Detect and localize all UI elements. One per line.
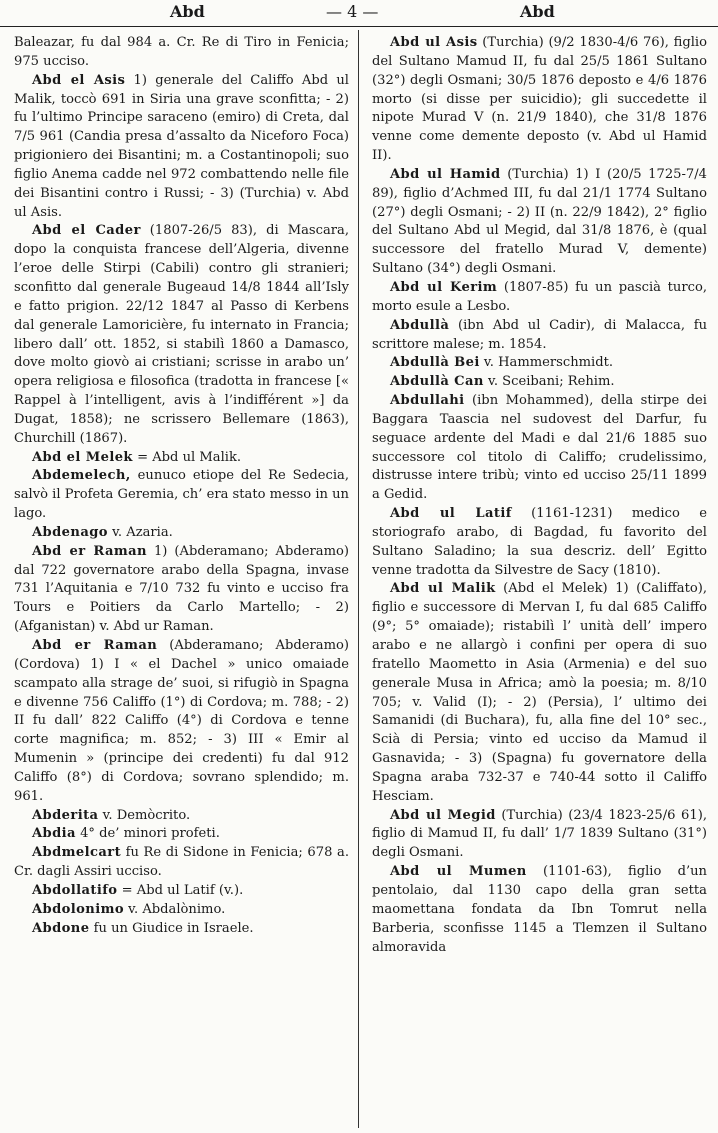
dictionary-entry <box>14 920 349 939</box>
entry-text: (ibn Abd ul Cadir), di Malacca, fu scrittore malese; m. 1854. <box>372 317 707 352</box>
dictionary-entry <box>372 166 707 279</box>
entry-text: (Turchia) (9/2 1830-4/6 76), figlio del Sultano Mamud II, fu dal 25/5 1861 Sultano (32°) degli Osmani; 30/5 1876 deposto e 4/6 1876 morto (si disse per suicidio); gli succedette il nipote Murad V (n. 21/9 1840), che 31/8 1876 venne come demente deposto (v. Abd ul Hamid II). <box>372 35 708 164</box>
entry-headword: Abdullahi <box>390 393 465 409</box>
entry-headword: Abdullà Bei <box>390 355 480 371</box>
dictionary-entry <box>14 222 349 448</box>
entry-text: v. Hammerschmidt. <box>479 355 614 371</box>
entry-headword: Abd ul Mumen <box>390 864 527 880</box>
entry-headword: Abdmelcart <box>32 845 122 861</box>
entry-headword: Abd ul Latif <box>390 506 512 522</box>
dictionary-entry <box>14 34 349 72</box>
entry-text: v. Abdalònimo. <box>124 901 226 917</box>
page-number: — 4 — <box>326 2 379 21</box>
entry-text: = Abd ul Malik. <box>132 449 242 465</box>
entry-text: (Abd el Melek) 1) (Califfato), figlio e successore di Mervan I, fu dal 685 Califfo (9°; 5° omaiade); ristabilì l’ unità dell’ impero arabo e ne allargò i confini per opera di suo fratello Maometto in Asia (Armenia) e del suo generale Musa in Africa; amò la poesia; m. 8/10 705; v. Valid (I); - 2) (Persia), l’ ultimo dei Samanidi (di Buchara), fu, alla fine del 10° sec., Scià di Persia; vinto ed ucciso da Mamud il Gasnavida; - 3) (Spagna) fu governatore della Spagna araba 732-37 e 740-44 sotto il Califfo Hesciam. <box>372 581 707 804</box>
dictionary-entry <box>372 863 707 957</box>
entry-headword: Abdullà Can <box>390 374 484 390</box>
dictionary-entry <box>372 34 707 166</box>
entry-headword: Abd el Asis <box>32 72 126 88</box>
dictionary-entry <box>372 807 707 864</box>
header-left-guideword: Abd <box>170 2 205 21</box>
entry-text: (Turchia) (23/4 1823-25/6 61), figlio di Mamud II, fu dall’ 1/7 1839 Sultano (31°) degli Osmani. <box>372 807 707 861</box>
entry-text: (Abderamano; Abderamo) (Cordova) 1) I « el Dachel » unico omaiade scampato alla strage de’ suoi, si rifugiò in Spagna e divenne 756 Califfo (1°) di Cordova; m. 788; - 2) II fu dall’ 822 Califfo (4°) di Cordova e tenne corte magnifica; m. 852; - 3) III « Emir al Mumenin » (principe dei credenti) fu dal 912 Califfo (8°) di Cordova; sovrano splendido; m. 961. <box>14 638 349 804</box>
entry-text: v. Demòcrito. <box>98 807 191 823</box>
dictionary-entry <box>14 844 349 882</box>
column-divider <box>358 30 359 1128</box>
entry-headword: Abdullà <box>390 317 450 333</box>
entry-headword: Abdia <box>32 826 76 842</box>
dictionary-entry <box>372 317 707 355</box>
entry-headword: Abdollatifo <box>32 882 118 898</box>
entry-text: (ibn Mohammed), della stirpe dei Baggara Taascia nel sudovest del Darfur, fu seguace ardente del Madi e dal 21/6 1885 suo successore col titolo di Califfo; crudelissimo, distrusse intere tribù; vinto ed ucciso 25/11 1899 a Gedid. <box>372 393 707 503</box>
entry-headword: Abdenago <box>32 524 108 540</box>
dictionary-entry <box>14 637 349 807</box>
dictionary-entry <box>372 392 707 505</box>
entry-headword: Abd ul Hamid <box>390 166 501 182</box>
entry-text: 4° de’ minori profeti. <box>75 826 220 842</box>
dictionary-entry <box>14 543 349 637</box>
page-header <box>0 0 718 27</box>
entry-headword: Abdone <box>32 920 90 936</box>
entry-text: (1101-63), figlio d’un pentolaio, dal 1130 capo della gran setta maomettana fondata da Ibn Tomrut nella Barberia, sconfisse 1145 a Tlemzen il Sultano almoravida <box>372 864 707 955</box>
header-right-guideword: Abd <box>520 2 555 21</box>
entry-text: = Abd ul Latif (v.). <box>117 882 244 898</box>
entry-text: (1807-85) fu un pascià turco, morto esule a Lesbo. <box>372 279 707 314</box>
dictionary-entry <box>14 72 349 223</box>
dictionary-entry <box>14 807 349 826</box>
entry-text: v. Sceibani; Rehim. <box>483 374 615 390</box>
dictionary-entry <box>372 505 707 580</box>
entry-headword: Abd el Melek <box>32 449 133 465</box>
dictionary-entry <box>372 373 707 392</box>
entry-headword: Abdolonimo <box>32 901 124 917</box>
dictionary-entry <box>372 580 707 806</box>
entry-text: (1161-1231) medico e storiografo arabo, di Bagdad, fu favorito del Sultano Saladino; la sua descriz. dell’ Egitto venne tradotta da Silvestre de Sacy (1810). <box>372 506 707 578</box>
dictionary-entry <box>14 467 349 524</box>
dictionary-entry <box>14 524 349 543</box>
dictionary-entry <box>14 882 349 901</box>
left-column <box>14 34 349 939</box>
entry-text: eunuco etiope del Re Sedecia, salvò il Profeta Geremia, ch’ era stato messo in un lago. <box>14 468 349 522</box>
entry-text: 1) generale del Califfo Abd ul Malik, toccò 691 in Siria una grave sconfitta; - 2) fu l’ultimo Principe saraceno (emiro) di Creta, dal 7/5 961 (Candia presa d’assalto da Niceforo Foca) prigioniero dei Bisantini; m. a Costantinopoli; suo figlio Anema cadde nel 972 combattendo nelle file dei Bisantini contro i Russi; - 3) (Turchia) v. Abd ul Asis. <box>14 72 349 220</box>
entry-headword: Abd ul Kerim <box>390 279 498 295</box>
dictionary-entry <box>14 825 349 844</box>
right-column <box>372 34 707 957</box>
entry-text: (1807-26/5 83), di Mascara, dopo la conquista francese dell’Algeria, divenne l’eroe delle Stirpi (Cabili) contro gli stranieri; sconfitto dal generale Bugeaud 14/8 1844 all’Isly e fatto prigion. 22/12 1847 al Passo di Kerbens dal generale Lamoricière, fu internato in Francia; libero dall’ ott. 1852, si stabilì 1860 a Damasco, dove molto giovò ai cristiani; scrisse in arabo un’ opera religiosa e filosofica (tradotta in francese [« Rappel à l’intelligent, avis à l’indifférent »] da Dugat, 1858); ne scrissero Bellemare (1863), Churchill (1867). <box>14 223 349 446</box>
dictionary-entry <box>14 901 349 920</box>
dictionary-entry <box>372 279 707 317</box>
dictionary-entry <box>14 449 349 468</box>
entry-headword: Abd er Raman <box>32 543 147 559</box>
entry-text: (Turchia) 1) I (20/5 1725-7/4 89), figlio d’Achmed III, fu dal 21/1 1774 Sultano (27°) degli Osmani; - 2) II (n. 22/9 1842), 2° figlio del Sultano Abd ul Megid, dal 31/8 1876, è (qual successore del fratello Murad V, demente) Sultano (34°) degli Osmani. <box>372 166 707 277</box>
entry-headword: Abd ul Megid <box>390 807 496 823</box>
entry-headword: Abd ul Asis <box>390 35 478 50</box>
entry-text: v. Azaria. <box>107 524 173 540</box>
entry-headword: Abderita <box>32 807 99 823</box>
entry-headword: Abd el Cader <box>32 223 141 239</box>
entry-headword: Abd er Raman <box>32 638 158 653</box>
entry-text: fu un Giudice in Israele. <box>89 920 254 936</box>
dictionary-entry <box>372 354 707 373</box>
entry-text: fu Re di Sidone in Fenicia; 678 a. Cr. dagli Assiri ucciso. <box>14 845 349 880</box>
entry-text: 1) (Abderamano; Abderamo) dal 722 governatore arabo della Spagna, invase 731 l’Aquitania e 7/10 732 fu vinto e ucciso fra Tours e Poitiers da Carlo Martello; - 2) (Afganistan) v. Abd ur Raman. <box>14 543 349 635</box>
entry-text: Baleazar, fu dal 984 a. Cr. Re di Tiro in Fenicia; 975 ucciso. <box>14 35 349 69</box>
entry-headword: Abdemelech, <box>32 468 131 484</box>
entry-headword: Abd ul Malik <box>390 581 496 597</box>
